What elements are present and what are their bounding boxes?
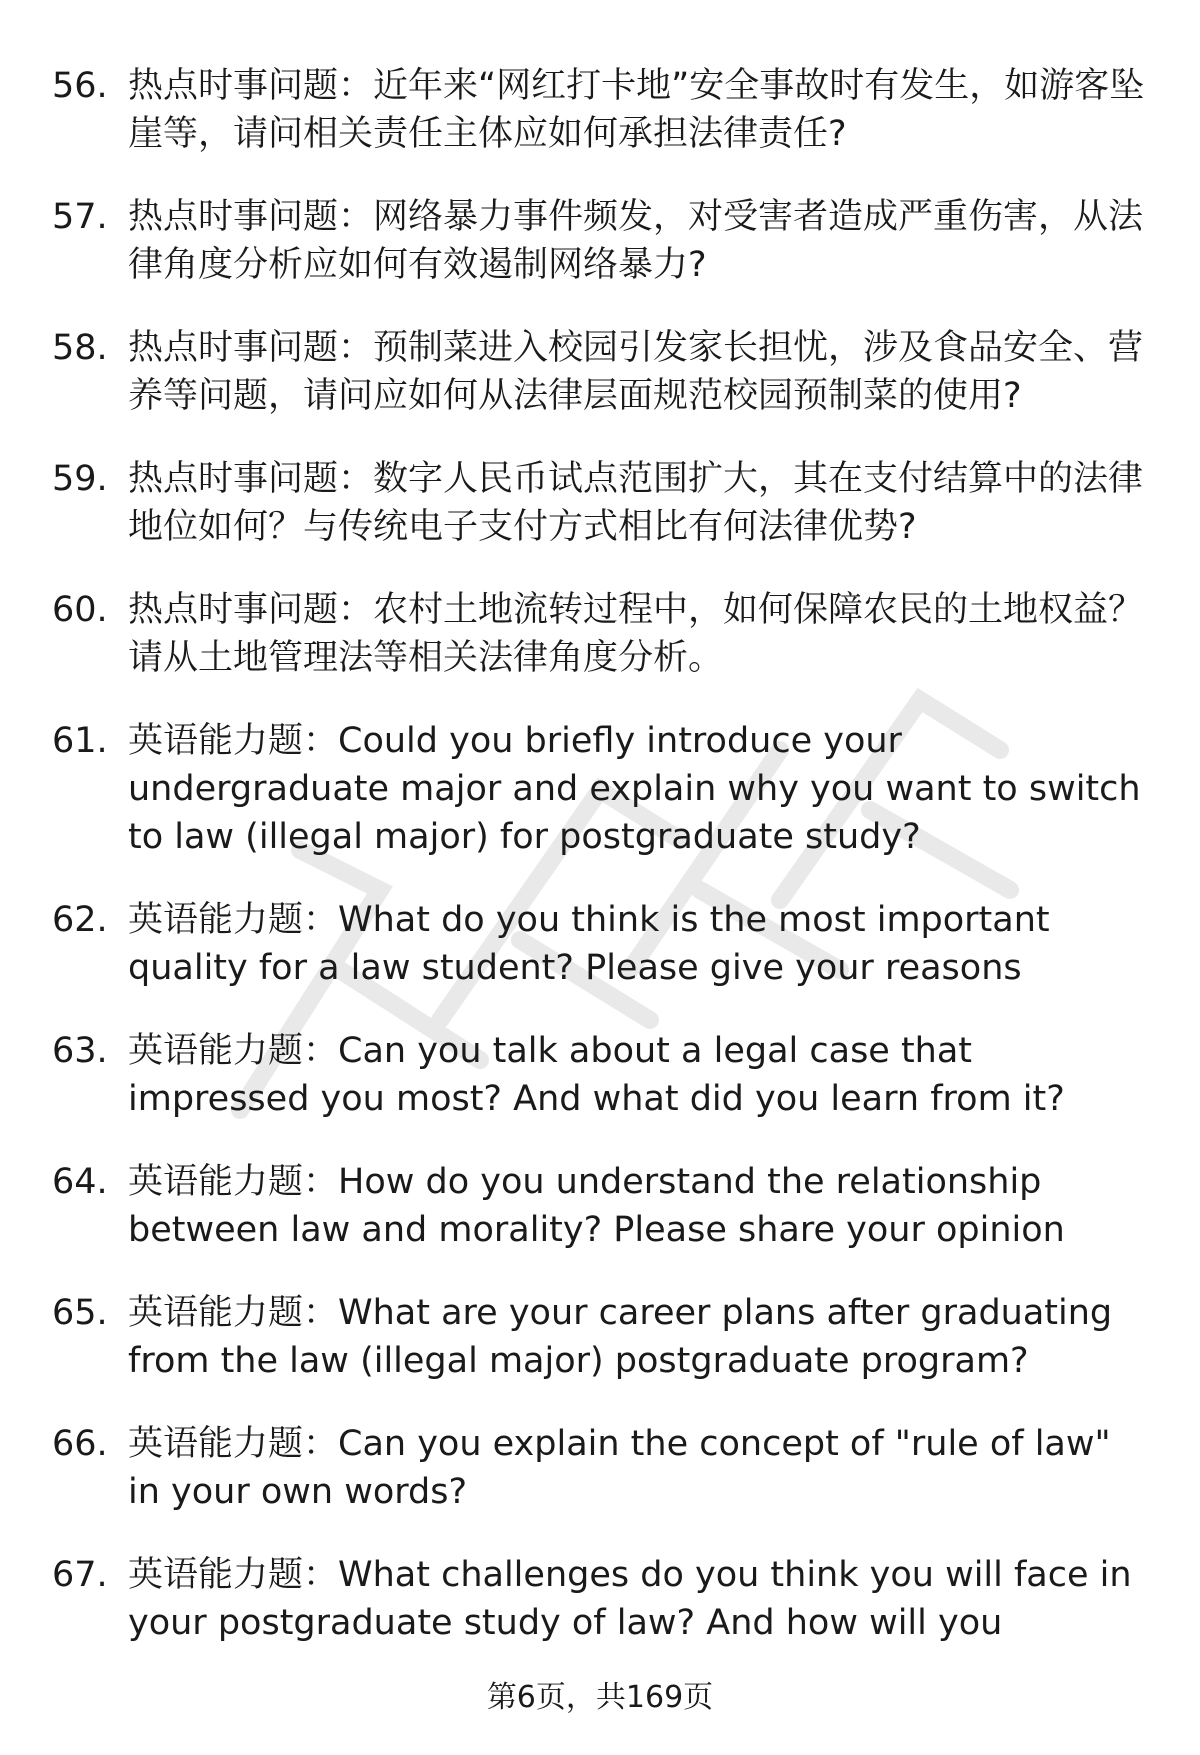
question-number: 66. xyxy=(52,1424,108,1464)
page-footer: 第6页，共169页 xyxy=(486,1680,714,1715)
question-text: 英语能力题：What do you think is the most important quality for a law student? Please give your reasons xyxy=(128,900,1050,988)
question-text: 英语能力题：Can you talk about a legal case that impressed you most? And what did you learn from it? xyxy=(128,1031,1065,1119)
question-text: 热点时事问题：近年来“网红打卡地”安全事故时有发生，如游客坠崖等，请问相关责任主体应如何承担法律责任? xyxy=(128,66,1145,154)
question-text: 热点时事问题：农村土地流转过程中，如何保障农民的土地权益？请从土地管理法等相关法律角度分析。 xyxy=(128,590,1144,678)
question-number: 59. xyxy=(52,459,108,499)
question-text: 热点时事问题：网络暴力事件频发，对受害者造成严重伤害，从法律角度分析应如何有效遏制网络暴力? xyxy=(128,197,1144,285)
question-number: 60. xyxy=(52,590,108,630)
question-item xyxy=(52,1158,1152,1254)
question-item xyxy=(52,1551,1152,1647)
question-number: 57. xyxy=(52,197,108,237)
question-list xyxy=(52,62,1152,1682)
question-number: 56. xyxy=(52,66,108,106)
question-item xyxy=(52,1027,1152,1123)
question-text: 英语能力题：Could you briefly introduce your undergraduate major and explain why you want to switch to law (illegal major) for postgraduate study? xyxy=(128,721,1141,857)
question-item xyxy=(52,62,1152,158)
question-item xyxy=(52,717,1152,861)
question-number: 63. xyxy=(52,1031,108,1071)
question-number: 62. xyxy=(52,900,108,940)
question-number: 65. xyxy=(52,1293,108,1333)
question-number: 58. xyxy=(52,328,108,368)
question-number: 61. xyxy=(52,721,108,761)
question-item xyxy=(52,896,1152,992)
question-text: 热点时事问题：数字人民币试点范围扩大，其在支付结算中的法律地位如何？与传统电子支付方式相比有何法律优势? xyxy=(128,459,1144,547)
question-item xyxy=(52,193,1152,289)
question-text: 英语能力题：What challenges do you think you will face in your postgraduate study of law? And how will you xyxy=(128,1555,1132,1643)
question-number: 67. xyxy=(52,1555,108,1595)
question-text: 英语能力题：What are your career plans after graduating from the law (illegal major) postgraduate program? xyxy=(128,1293,1113,1381)
question-item xyxy=(52,324,1152,420)
question-item xyxy=(52,586,1152,682)
question-item xyxy=(52,455,1152,551)
question-text: 英语能力题：How do you understand the relationship between law and morality? Please share your opinion xyxy=(128,1162,1065,1250)
question-number: 64. xyxy=(52,1162,108,1202)
question-text: 英语能力题：Can you explain the concept of "rule of law" in your own words? xyxy=(128,1424,1111,1512)
question-item xyxy=(52,1289,1152,1385)
question-text: 热点时事问题：预制菜进入校园引发家长担忧，涉及食品安全、营养等问题，请问应如何从法律层面规范校园预制菜的使用? xyxy=(128,328,1144,416)
question-item xyxy=(52,1420,1152,1516)
